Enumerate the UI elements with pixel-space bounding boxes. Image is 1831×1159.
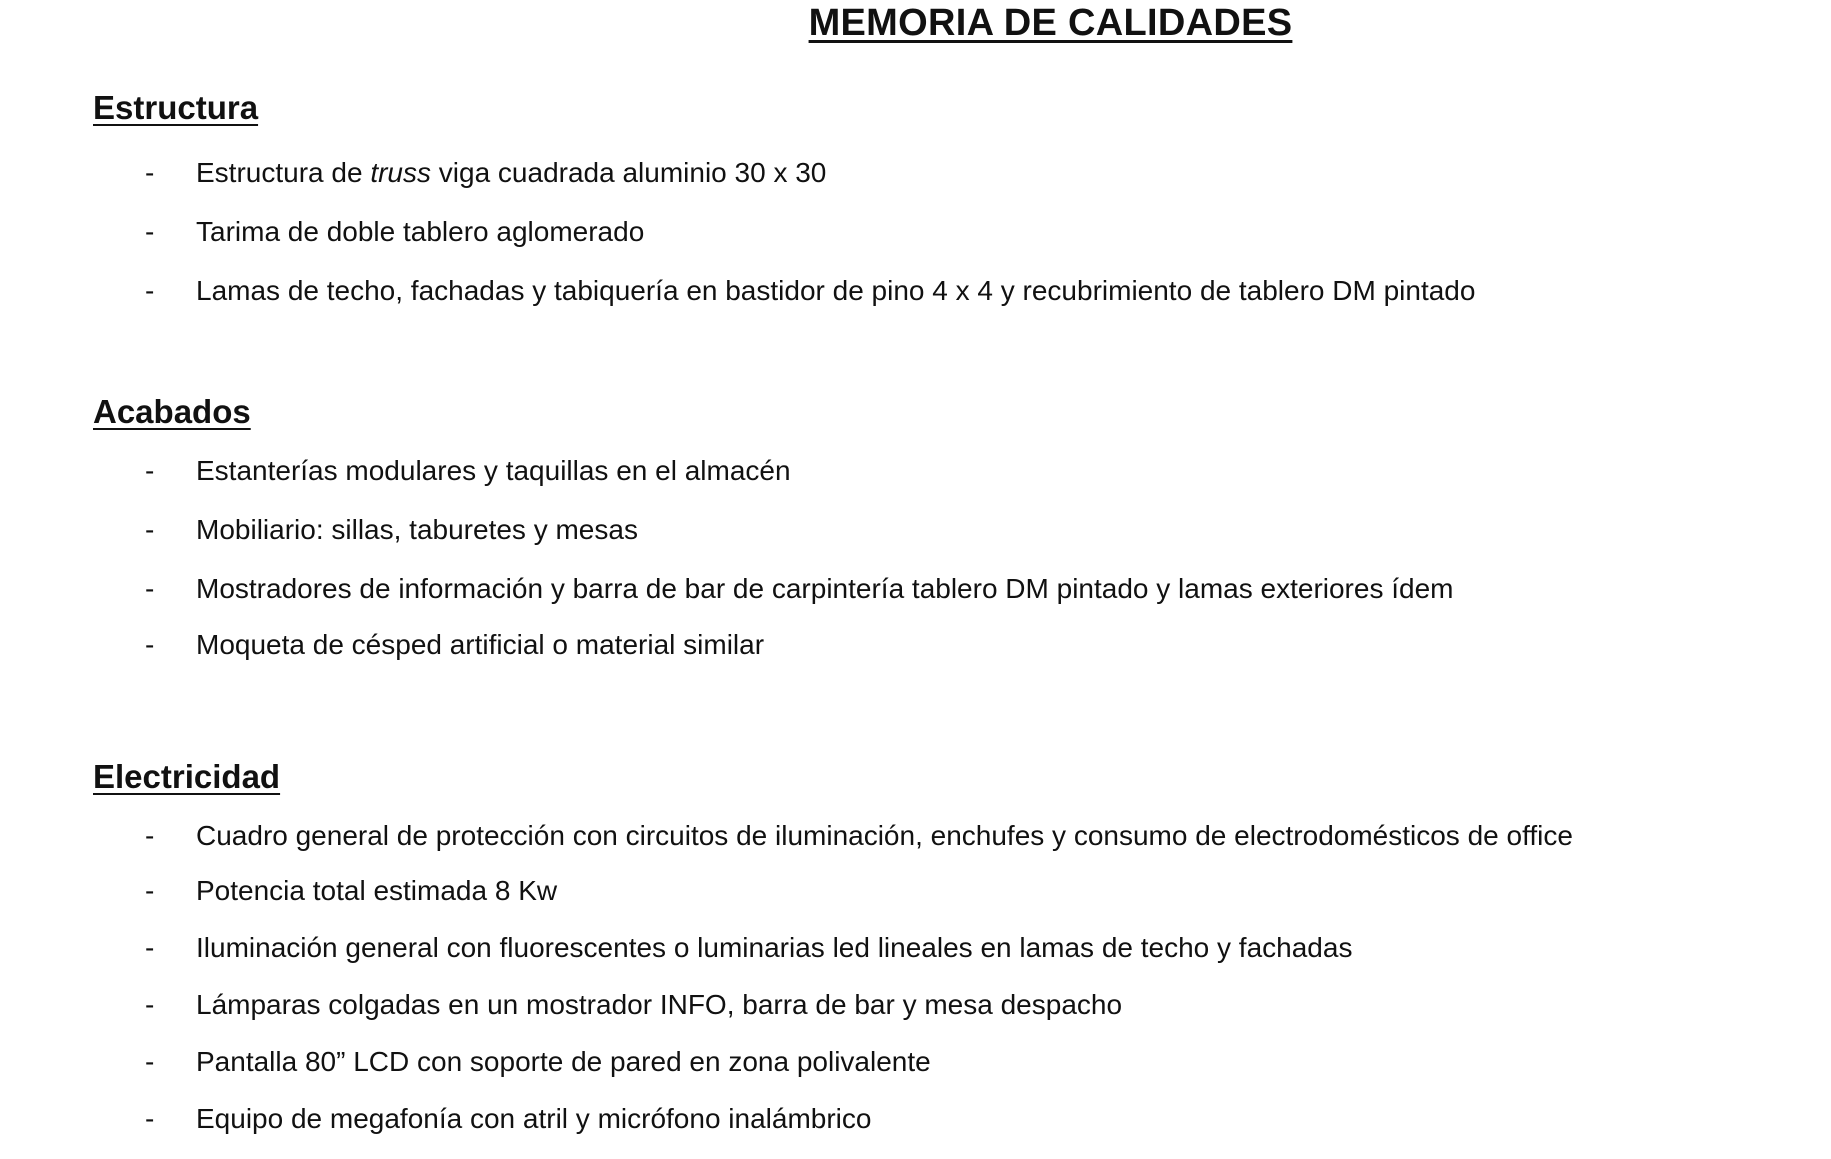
list-item: [93, 572, 1793, 606]
item-text: Lamas de techo, fachadas y tabiquería en bastidor de pino 4 x 4 y recubrimiento de tablero DM pintado: [196, 275, 1476, 306]
section-electricidad: [93, 757, 1793, 1159]
list-item: [93, 215, 1793, 249]
list-item: [93, 819, 1793, 853]
item-text: Estanterías modulares y taquillas en el almacén: [196, 455, 791, 486]
item-text: Mostradores de información y barra de bar de carpintería tablero DM pintado y lamas exteriores ídem: [196, 573, 1454, 604]
item-text: Equipo de megafonía con atril y micrófono inalámbrico: [196, 1103, 872, 1134]
bullet-dash: -: [145, 629, 155, 660]
item-text: Potencia total estimada 8 Kw: [196, 875, 558, 906]
section-acabados: [93, 392, 1793, 687]
bullet-dash: -: [145, 514, 155, 545]
list-item: [93, 874, 1793, 908]
item-text-italic: truss: [370, 157, 431, 188]
list-item: [93, 1045, 1793, 1079]
section-heading-estructura: Estructura: [93, 89, 259, 126]
bullet-dash: -: [145, 157, 155, 188]
item-text: Mobiliario: sillas, taburetes y mesas: [196, 514, 638, 545]
estructura-list: [93, 156, 1793, 308]
section-estructura: [93, 88, 1793, 333]
bullet-dash: -: [145, 455, 155, 486]
acabados-list: [93, 454, 1793, 662]
bullet-dash: -: [145, 932, 155, 963]
bullet-dash: -: [145, 1046, 155, 1077]
bullet-dash: -: [145, 1103, 155, 1134]
document-title: MEMORIA DE CALIDADES: [808, 2, 1293, 44]
bullet-dash: -: [145, 989, 155, 1020]
item-text-prefix: Estructura de: [196, 157, 371, 188]
section-heading-electricidad: Electricidad: [93, 758, 281, 795]
list-item: [93, 274, 1793, 308]
electricidad-list: [93, 819, 1793, 1136]
item-text: Iluminación general con fluorescentes o luminarias led lineales en lamas de techo y fachadas: [196, 932, 1353, 963]
item-text: Cuadro general de protección con circuitos de iluminación, enchufes y consumo de electrodomésticos de office: [196, 820, 1573, 851]
list-item: [93, 513, 1793, 547]
list-item: [93, 628, 1793, 662]
list-item: [93, 156, 1793, 190]
list-item: [93, 1102, 1793, 1136]
bullet-dash: -: [145, 875, 155, 906]
list-item: [93, 454, 1793, 488]
list-item: [93, 988, 1793, 1022]
item-text: Lámparas colgadas en un mostrador INFO, barra de bar y mesa despacho: [196, 989, 1123, 1020]
bullet-dash: -: [145, 275, 155, 306]
bullet-dash: -: [145, 573, 155, 604]
item-text: Pantalla 80” LCD con soporte de pared en zona polivalente: [196, 1046, 931, 1077]
item-text-suffix: viga cuadrada aluminio 30 x 30: [431, 157, 827, 188]
bullet-dash: -: [145, 820, 155, 851]
item-text: Tarima de doble tablero aglomerado: [196, 216, 645, 247]
bullet-dash: -: [145, 216, 155, 247]
item-text: Moqueta de césped artificial o material similar: [196, 629, 765, 660]
section-heading-acabados: Acabados: [93, 393, 251, 430]
list-item: [93, 931, 1793, 965]
